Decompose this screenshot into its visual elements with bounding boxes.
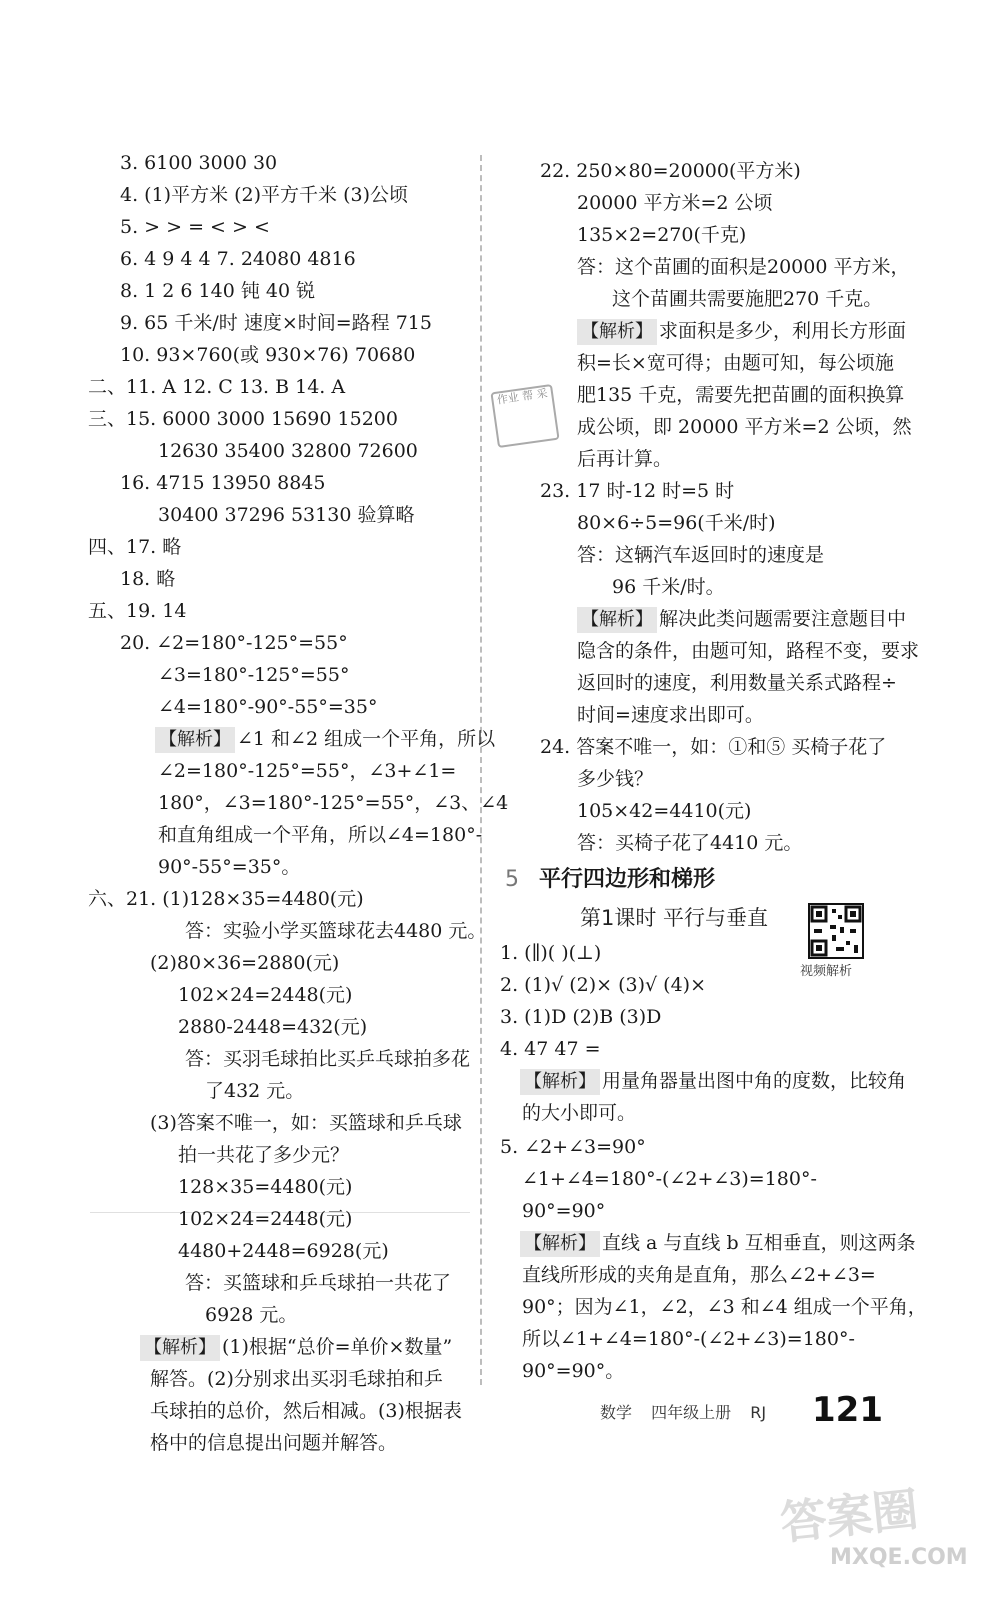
qr-caption: 视频解析 [800, 964, 853, 979]
answer-line: 80×6÷5=96(千米/时) [577, 512, 776, 534]
footer-subject: 数学 [600, 1403, 633, 1422]
answer-line: 1. (∥)( )(⊥) [500, 942, 602, 964]
answer-line: 三、15. 6000 3000 15690 15200 [88, 408, 398, 430]
answer-line: 96 千米/时。 [612, 576, 725, 598]
analysis-tag: 【解析】 [520, 1231, 600, 1257]
answer-line: (2)80×36=2880(元) [150, 952, 340, 974]
column-divider [480, 155, 482, 1385]
answer-line: 105×42=4410(元) [577, 800, 752, 822]
answer-line: 90°=90° [522, 1200, 606, 1222]
analysis-line: 所以∠1+∠4=180°-(∠2+∠3)=180°- [522, 1328, 855, 1350]
answer-line: 22. 250×80=20000(平方米) [540, 160, 801, 182]
analysis-line: 90°；因为∠1，∠2，∠3 和∠4 组成一个平角， [522, 1296, 927, 1318]
answer-line: 20000 平方米=2 公顷 [577, 192, 773, 214]
answer-line: 六、21. (1)128×35=4480(元) [88, 888, 364, 910]
answer-line: 9. 65 千米/时 速度×时间=路程 715 [120, 312, 432, 334]
watermark-logo: 答案圈 [777, 1481, 921, 1551]
answer-line: 5. ∠2+∠3=90° [500, 1136, 646, 1158]
section-name: 平行四边形和梯形 [539, 867, 716, 892]
answer-line: 20. ∠2=180°-125°=55° [120, 632, 348, 654]
analysis-line: 乓球拍的总价，然后相减。(3)根据表 [150, 1400, 462, 1422]
analysis-line: 和直角组成一个平角，所以∠4=180°- [158, 824, 483, 846]
analysis-line: 90°-55°=35°。 [158, 856, 301, 878]
answer-line: 30400 37296 53130 验算略 [158, 504, 415, 526]
analysis-line: 格中的信息提出问题并解答。 [150, 1432, 398, 1454]
answer-line: 8. 1 2 6 140 钝 40 锐 [120, 280, 316, 302]
answer-line: ∠4=180°-90°-55°=35° [158, 696, 378, 718]
answer-line: 4480+2448=6928(元) [178, 1240, 389, 1262]
analysis-line: 后再计算。 [577, 448, 673, 470]
analysis-line: 【解析】 ∠1 和∠2 组成一个平角，所以 [155, 726, 495, 753]
answer-line: 135×2=270(千克) [577, 224, 747, 246]
analysis-line: 肥135 千克，需要先把苗圃的面积换算 [577, 384, 905, 406]
answer-line: (3)答案不唯一，如：买篮球和乒乓球 [150, 1112, 462, 1134]
answer-line: ∠1+∠4=180°-(∠2+∠3)=180°- [522, 1168, 817, 1190]
answer-line: 拍一共花了多少元？ [178, 1144, 350, 1166]
answer-line: 答：买篮球和乒乓球拍一共花了 [185, 1272, 452, 1294]
analysis-line: 解答。(2)分别求出买羽毛球拍和乒 [150, 1368, 443, 1390]
answer-line: 5. > > = < > < [120, 216, 270, 238]
answer-line: 五、19. 14 [88, 600, 187, 622]
section-title [505, 862, 715, 893]
answer-line: 3. 6100 3000 30 [120, 152, 278, 174]
page-number: 121 [812, 1390, 883, 1430]
lesson-title: 第1课时 平行与垂直 [580, 906, 769, 930]
analysis-line: 返回时的速度，利用数量关系式路程÷ [577, 672, 897, 694]
footer-grade: 四年级上册 [651, 1403, 732, 1422]
answer-line: 4. 47 47 = [500, 1038, 601, 1060]
answer-line: 3. (1)D (2)B (3)D [500, 1006, 662, 1028]
analysis-line: 成公顷，即 20000 平方米=2 公顷，然 [577, 416, 912, 438]
analysis-line: 【解析】 求面积是多少，利用长方形面 [577, 318, 906, 345]
page-footer [600, 1400, 780, 1423]
watermark-url: MXQE.COM [830, 1545, 968, 1570]
answer-line: 二、11. A 12. C 13. B 14. A [88, 376, 346, 398]
answer-line: ∠3=180°-125°=55° [158, 664, 350, 686]
analysis-line: 的大小即可。 [522, 1102, 637, 1124]
answer-line: 答：买椅子花了4410 元。 [577, 832, 803, 854]
analysis-line: ∠2=180°-125°=55°，∠3+∠1= [158, 760, 457, 782]
analysis-tag: 【解析】 [520, 1069, 600, 1095]
analysis-tag: 【解析】 [155, 727, 235, 753]
analysis-line: 【解析】 解决此类问题需要注意题目中 [577, 606, 906, 633]
answer-line: 答：买羽毛球拍比买乒乓球拍多花 [185, 1048, 471, 1070]
answer-line: 了432 元。 [205, 1080, 305, 1102]
analysis-line: 180°，∠3=180°-125°=55°，∠3、∠4 [158, 792, 509, 814]
answer-line: 102×24=2448(元) [178, 984, 353, 1006]
analysis-line: 【解析】 用量角器量出图中角的度数，比较角 [520, 1068, 906, 1095]
answer-line: 2880-2448=432(元) [178, 1016, 368, 1038]
analysis-line: 90°=90°。 [522, 1360, 625, 1382]
answer-line: 答：实验小学买篮球花去4480 元。 [185, 920, 487, 942]
analysis-line: 积=长×宽可得；由题可知，每公顷施 [577, 352, 894, 374]
answer-line: 多少钱？ [577, 768, 654, 790]
answer-line: 6928 元。 [205, 1304, 298, 1326]
answer-line: 10. 93×760(或 930×76) 70680 [120, 344, 416, 366]
section-number: 5 [505, 867, 519, 892]
analysis-line: 【解析】 (1)根据“总价=单价×数量” [140, 1334, 452, 1361]
analysis-line: 直线所形成的夹角是直角，那么∠2+∠3= [522, 1264, 876, 1286]
answer-line: 答：这辆汽车返回时的速度是 [577, 544, 825, 566]
analysis-line: 隐含的条件，由题可知，路程不变，要求 [577, 640, 920, 662]
footer-edition: RJ [750, 1403, 767, 1422]
answer-line: 23. 17 时-12 时=5 时 [540, 480, 735, 502]
answer-line: 12630 35400 32800 72600 [158, 440, 418, 462]
answer-line: 102×24=2448(元) [178, 1208, 353, 1230]
answer-line: 四、17. 略 [88, 536, 182, 558]
answer-line: 16. 4715 13950 8845 [120, 472, 326, 494]
answer-line: 答：这个苗圃的面积是20000 平方米， [577, 256, 910, 278]
answer-line: 128×35=4480(元) [178, 1176, 353, 1198]
analysis-line: 【解析】 直线 a 与直线 b 互相垂直，则这两条 [520, 1230, 916, 1257]
analysis-tag: 【解析】 [140, 1335, 220, 1361]
answer-line: 2. (1)√ (2)× (3)√ (4)× [500, 974, 706, 996]
analysis-tag: 【解析】 [577, 607, 657, 633]
answer-line: 4. (1)平方米 (2)平方千米 (3)公顷 [120, 184, 408, 206]
answer-line: 6. 4 9 4 4 7. 24080 4816 [120, 248, 356, 270]
analysis-line: 时间=速度求出即可。 [577, 704, 764, 726]
answer-line: 18. 略 [120, 568, 176, 590]
qr-code-icon[interactable] [808, 903, 864, 959]
analysis-tag: 【解析】 [577, 319, 657, 345]
stamp-mark: 作业 帮 采 [490, 384, 559, 448]
answer-line: 这个苗圃共需要施肥270 千克。 [612, 288, 883, 310]
answer-line: 24. 答案不唯一，如：①和⑤ 买椅子花了 [540, 736, 887, 758]
